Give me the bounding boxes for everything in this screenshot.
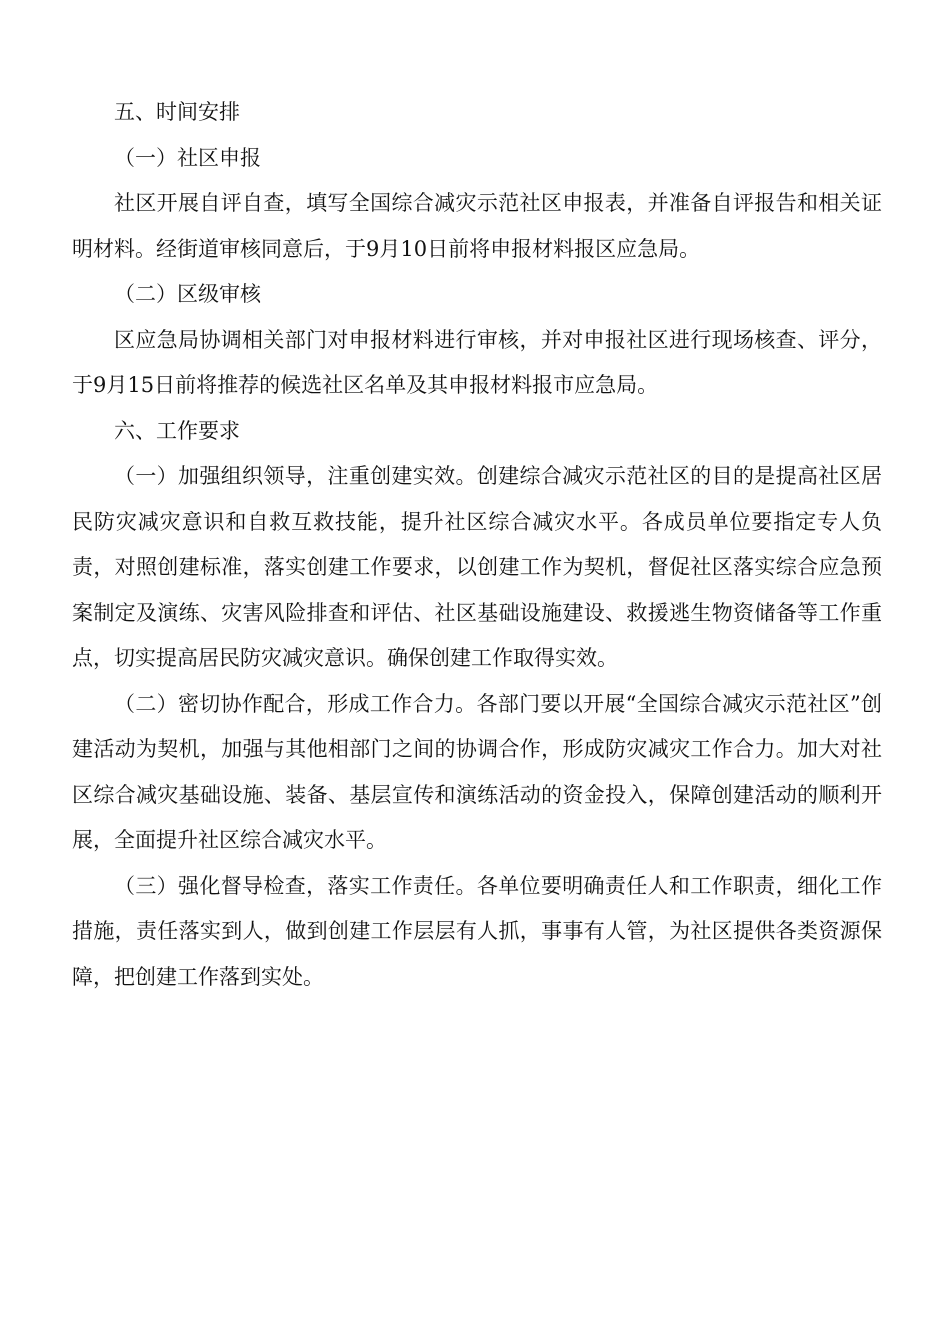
subheading-community-application: （一）社区申报: [114, 145, 261, 170]
heading-section-six: 六、工作要求: [114, 418, 240, 443]
paragraph-community-application: 社区开展自评自查，填写全国综合减灾示范社区申报表，并准备自评报告和相关证明材料。经街道审核同意后，于9月10日前将申报材料报区应急局。: [72, 191, 882, 261]
paragraph-requirement-three: （三）强化督导检查，落实工作责任。各单位要明确责任人和工作职责，细化工作措施，责任落实到人，做到创建工作层层有人抓，事事有人管，为社区提供各类资源保障，把创建工作落到实处。: [72, 873, 882, 989]
paragraph-district-review: 区应急局协调相关部门对申报材料进行审核，并对申报社区进行现场核查、评分，于9月15日前将推荐的候选社区名单及其申报材料报市应急局。: [72, 327, 882, 397]
subheading-district-review: （二）区级审核: [114, 282, 261, 306]
paragraph-requirement-two: （二）密切协作配合，形成工作合力。各部门要以开展“全国综合减灾示范社区”创建活动为契机，加强与其他相部门之间的协调合作，形成防灾减灾工作合力。加大对社区综合减灾基础设施、装备、基层宣传和演练活动的资金投入，保障创建活动的顺利开展，全面提升社区综合减灾水平。: [72, 691, 882, 852]
document-page: [72, 90, 882, 1000]
heading-section-five: 五、时间安排: [114, 100, 240, 124]
paragraph-requirement-one: （一）加强组织领导，注重创建实效。创建综合减灾示范社区的目的是提高社区居民防灾减灾意识和自救互救技能，提升社区综合减灾水平。各成员单位要指定专人负责，对照创建标准，落实创建工作要求，以创建工作为契机，督促社区落实综合应急预案制定及演练、灾害风险排查和评估、社区基础设施建设、救援逃生物资储备等工作重点，切实提高居民防灾减灾意识。确保创建工作取得实效。: [72, 464, 882, 670]
